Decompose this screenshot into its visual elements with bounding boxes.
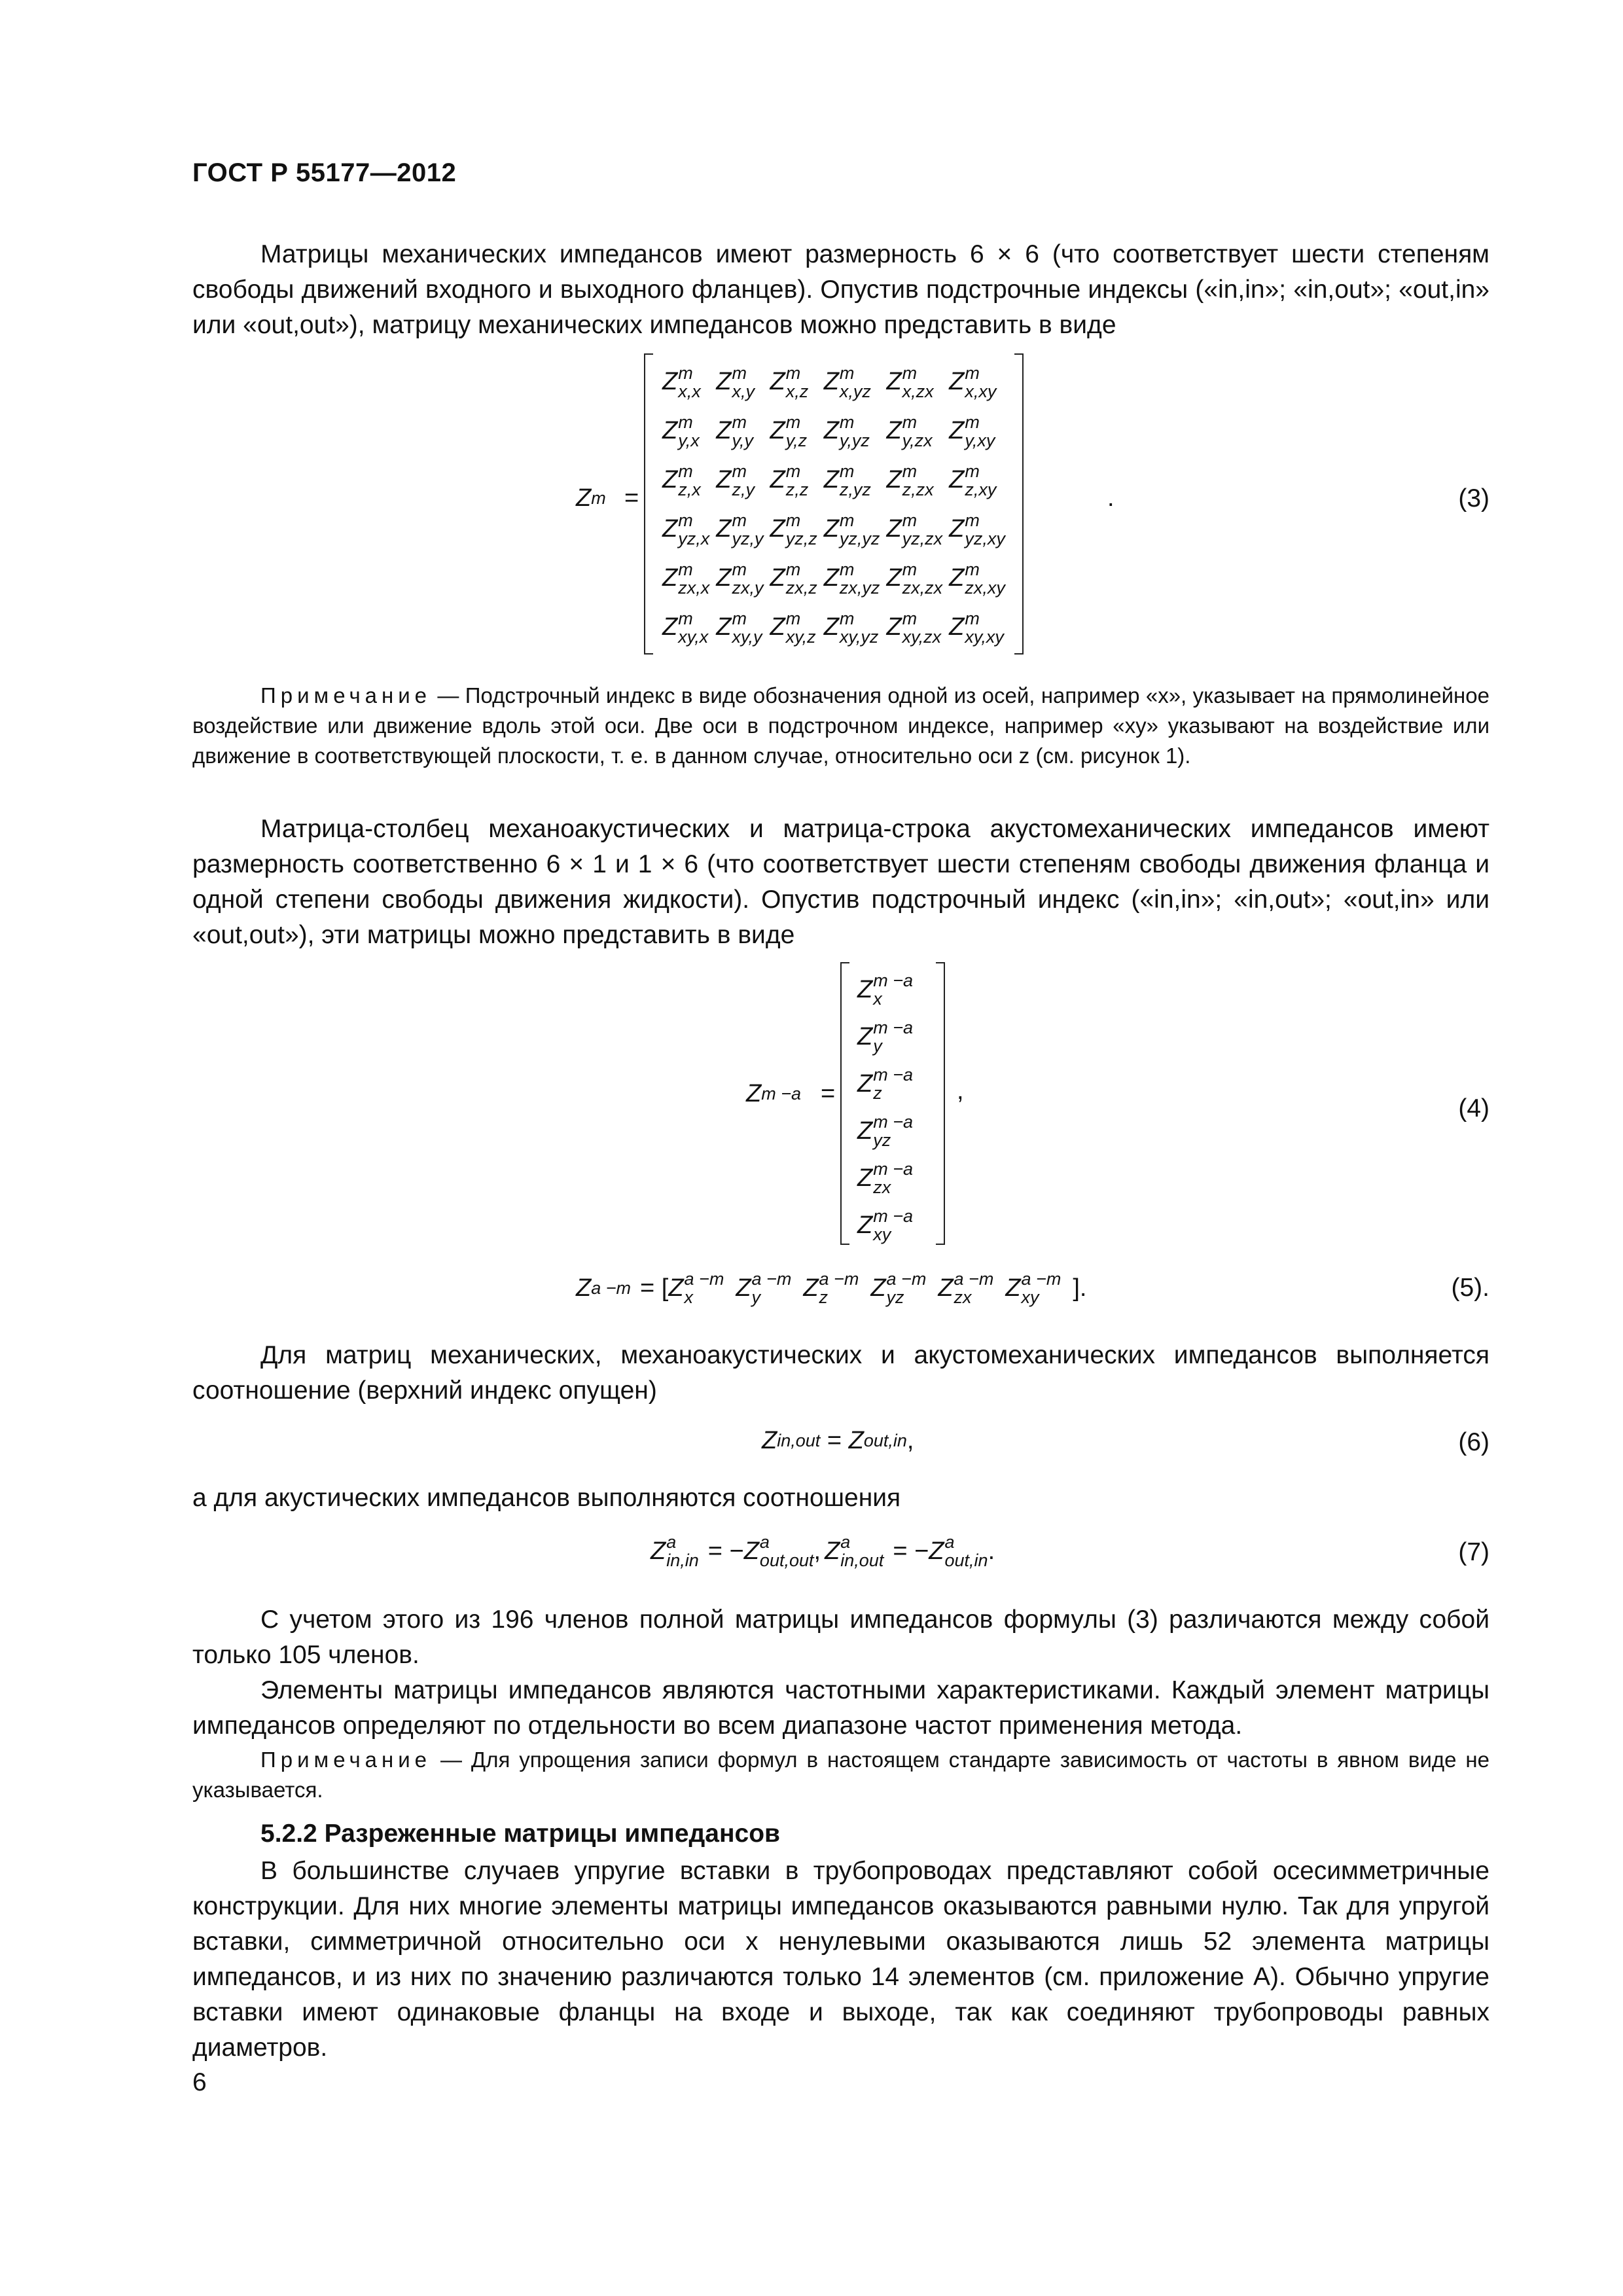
formula-6-z1: Z — [762, 1427, 777, 1454]
column-matrix-cell: Z m −a x — [857, 971, 913, 1009]
standard-header: ГОСТ Р 55177—2012 — [192, 158, 457, 187]
matrix-cell: Z m x,x — [662, 363, 701, 401]
formula-4-comma: , — [957, 1077, 964, 1105]
formula-4-symbol: Z — [746, 1080, 762, 1107]
formula-3-period: . — [1107, 484, 1115, 512]
paragraph-matrix-dimension: Матрицы механических импедансов имеют размерность 6 × 6 (что соответствует шести степеням свободы движений входного и выходного фланцев). Опустив подстрочные индексы («in,in»; «in,out»; «out,in» или «out,out»), матрицу механических импедансов можно представить в виде — [192, 240, 1489, 339]
formula-7-sup-3: a — [840, 1532, 851, 1552]
formula-3-symbol: Z — [576, 484, 592, 512]
matrix-cell: Z m z,y — [716, 461, 755, 499]
row-matrix-cell: Z a −m z — [803, 1269, 859, 1307]
impedance-matrix-6x6 — [644, 353, 1024, 655]
matrix-cell: Z m zx,z — [770, 559, 817, 598]
formula-5-number: (5). — [1451, 1274, 1489, 1302]
row-matrix-cell: Z a −m zx — [938, 1269, 994, 1307]
column-matrix-cell: Z m −a y — [857, 1018, 913, 1056]
paragraph-acoustic: а для акустических импедансов выполняются соотношения — [192, 1484, 901, 1512]
page-number: 6 — [192, 2068, 207, 2096]
column-matrix-cell: Z m −a z — [857, 1065, 913, 1103]
column-matrix-cell: Z m −a yz — [857, 1112, 913, 1150]
matrix-cell: Z m zx,x — [662, 559, 710, 598]
formula-6-z2: Z — [848, 1427, 864, 1454]
formula-7-equals-1: = − — [707, 1537, 744, 1565]
formula-4-equals: = — [821, 1080, 836, 1107]
matrix-cell: Z m yz,xy — [949, 510, 1005, 548]
matrix-cell: Z m xy,zx — [886, 608, 942, 647]
row-matrix-body — [668, 1270, 1073, 1306]
note-text: — Для упрощения записи формул в настоящем стандарте зависимость от частоты в явном виде не указывается. — [192, 1748, 1489, 1802]
column-matrix-cell: Z m −a zx — [857, 1159, 913, 1197]
formula-7: Z a in,in = − Z a out,out , Z a in,out = − Z a out,in . — [651, 1532, 995, 1570]
matrix-cell: Z m xy,x — [662, 608, 709, 647]
formula-7-sub-4: out,in — [944, 1551, 988, 1570]
matrix-cell: Z m x,zx — [886, 363, 934, 401]
column-matrix-cell: Z m −a xy — [857, 1206, 913, 1244]
matrix-cell: Z m xy,xy — [949, 608, 1004, 647]
note-label: Примечание — [260, 1748, 432, 1772]
formula-5-superscript: a −m — [591, 1278, 631, 1298]
formula-7-sub-2: out,out — [759, 1551, 814, 1570]
matrix-cell: Z m x,z — [770, 363, 809, 401]
formula-5-open: = [ — [640, 1274, 669, 1302]
formula-7-sup-2: a — [759, 1532, 770, 1552]
matrix-cell: Z m y,zx — [886, 412, 933, 450]
formula-4-lhs — [746, 1080, 801, 1108]
formula-3-lhs — [576, 484, 606, 512]
formula-3-number: (3) — [1458, 484, 1489, 512]
paragraph-column-row-matrices: Матрица-столбец механоакустических и матрица-строка акустомеханических импедансов имеют размерность соответственно 6 × 1 и 1 × 6 (что соответствует шести степеням свободы движения фланца и одной степени свободы движения жидкости). Опустив подстрочный индекс («in,in»; «in,out»; «out,in» или «out,out»), эти матрицы можно представить в виде — [192, 815, 1489, 949]
matrix-cell: Z m xy,yz — [823, 608, 879, 647]
column-left-bracket — [840, 962, 849, 1245]
matrix-cell: Z m y,z — [770, 412, 808, 450]
column-matrix-body — [857, 966, 913, 1249]
column-right-bracket — [936, 962, 945, 1245]
formula-7-sup-4: a — [944, 1532, 955, 1552]
matrix-cell: Z m y,xy — [949, 412, 995, 450]
matrix-cell: Z m z,z — [770, 461, 809, 499]
matrix-right-bracket — [1014, 353, 1024, 655]
formula-7-number: (7) — [1458, 1538, 1489, 1566]
formula-5 — [576, 1270, 1086, 1306]
matrix-row — [662, 505, 1012, 554]
matrix-cell: Z m yz,zx — [886, 510, 943, 548]
matrix-row — [662, 357, 1012, 406]
matrix-cell: Z m x,yz — [823, 363, 871, 401]
note-text: — Подстрочный индекс в виде обозначения одной из осей, например «x», указывает на прямолинейное воздействие или движение вдоль этой оси. Две оси в подстрочном индексе, например «xy» указывают на воздействие или движение в соответствующей плоскости, т. е. в данном случае, относительно оси z (см. рисунок 1). — [192, 683, 1489, 768]
formula-5-close: ]. — [1073, 1274, 1087, 1302]
matrix-cell: Z m yz,yz — [823, 510, 880, 548]
matrix-cell: Z m z,yz — [823, 461, 871, 499]
formula-7-separator: , — [813, 1537, 821, 1565]
paragraph-196-members: С учетом этого из 196 членов полной матрицы импедансов формулы (3) различаются между собой только 105 членов. — [192, 1605, 1489, 1669]
column-matrix-6x1 — [840, 962, 945, 1245]
formula-6-comma: , — [906, 1427, 914, 1454]
note-subscript-axes — [192, 681, 1489, 771]
matrix-cell: Z m xy,z — [770, 608, 816, 647]
note-label: Примечание — [260, 683, 432, 708]
matrix-left-bracket — [644, 353, 653, 655]
matrix-cell: Z m x,xy — [949, 363, 997, 401]
section-heading: 5.2.2 Разреженные матрицы импедансов — [260, 1820, 780, 1848]
paragraph-relation: Для матриц механических, механоакустических и акустомеханических импедансов выполняется соотношение (верхний индекс опущен) — [192, 1341, 1489, 1405]
matrix-cell: Z m yz,y — [716, 510, 764, 548]
matrix-cell: Z m y,y — [716, 412, 753, 450]
matrix-cell: Z m yz,z — [770, 510, 817, 548]
matrix-cell: Z m z,x — [662, 461, 701, 499]
formula-4-superscript: m −a — [761, 1084, 801, 1103]
formula-6-rhs-subscript: out,in — [863, 1431, 907, 1450]
row-matrix-cell: Z a −m x — [668, 1269, 724, 1307]
formula-6 — [762, 1427, 914, 1455]
matrix-cell: Z m yz,x — [662, 510, 710, 548]
row-matrix-cell: Z a −m xy — [1005, 1269, 1061, 1307]
matrix-row — [662, 603, 1012, 652]
row-matrix-cell: Z a −m y — [736, 1269, 792, 1307]
formula-7-sup-1: a — [666, 1532, 677, 1552]
formula-6-equals: = — [820, 1427, 849, 1454]
formula-6-number: (6) — [1458, 1428, 1489, 1456]
matrix-cell: Z m x,y — [716, 363, 755, 401]
formula-7-period: . — [988, 1537, 995, 1565]
matrix-cell: Z m zx,xy — [949, 559, 1005, 598]
matrix-row — [662, 406, 1012, 456]
paragraph-sparse-matrices: В большинстве случаев упругие вставки в трубопроводах представляют собой осесимметричные конструкции. Для них многие элементы матрицы импедансов оказываются равными нулю. Так для упругой вставки, симметричной относительно оси x ненулевыми оказываются лишь 52 элемента матрицы импедансов, и из них по значению различаются только 14 элементов (см. приложение А). Обычно упругие вставки имеют одинаковые фланцы на входе и выходе, так как соединяют трубопроводы равных диаметров. — [192, 1857, 1489, 2062]
matrix-cell: Z m y,x — [662, 412, 700, 450]
matrix-cell: Z m xy,y — [716, 608, 762, 647]
formula-7-equals-2: = − — [893, 1537, 929, 1565]
matrix-body — [662, 357, 1012, 652]
matrix-cell: Z m z,xy — [949, 461, 997, 499]
row-matrix-cell: Z a −m yz — [870, 1269, 927, 1307]
matrix-cell: Z m y,yz — [823, 412, 870, 450]
note-frequency — [192, 1745, 1489, 1805]
paragraph-frequency: Элементы матрицы импедансов являются частотными характеристиками. Каждый элемент матрицы импедансов определяют по отдельности во всем диапазоне частот применения метода. — [192, 1676, 1489, 1740]
matrix-row — [662, 456, 1012, 505]
matrix-cell: Z m zx,y — [716, 559, 764, 598]
formula-3-superscript: m — [591, 488, 606, 508]
formula-4-number: (4) — [1458, 1094, 1489, 1122]
formula-3-equals: = — [624, 484, 639, 512]
matrix-row — [662, 554, 1012, 603]
matrix-cell: Z m z,zx — [886, 461, 934, 499]
matrix-cell: Z m zx,zx — [886, 559, 943, 598]
matrix-cell: Z m zx,yz — [823, 559, 880, 598]
formula-6-lhs-subscript: in,out — [777, 1431, 821, 1450]
formula-5-symbol: Z — [576, 1274, 592, 1302]
formula-7-sub-1: in,in — [666, 1551, 699, 1570]
formula-7-sub-3: in,out — [840, 1551, 884, 1570]
